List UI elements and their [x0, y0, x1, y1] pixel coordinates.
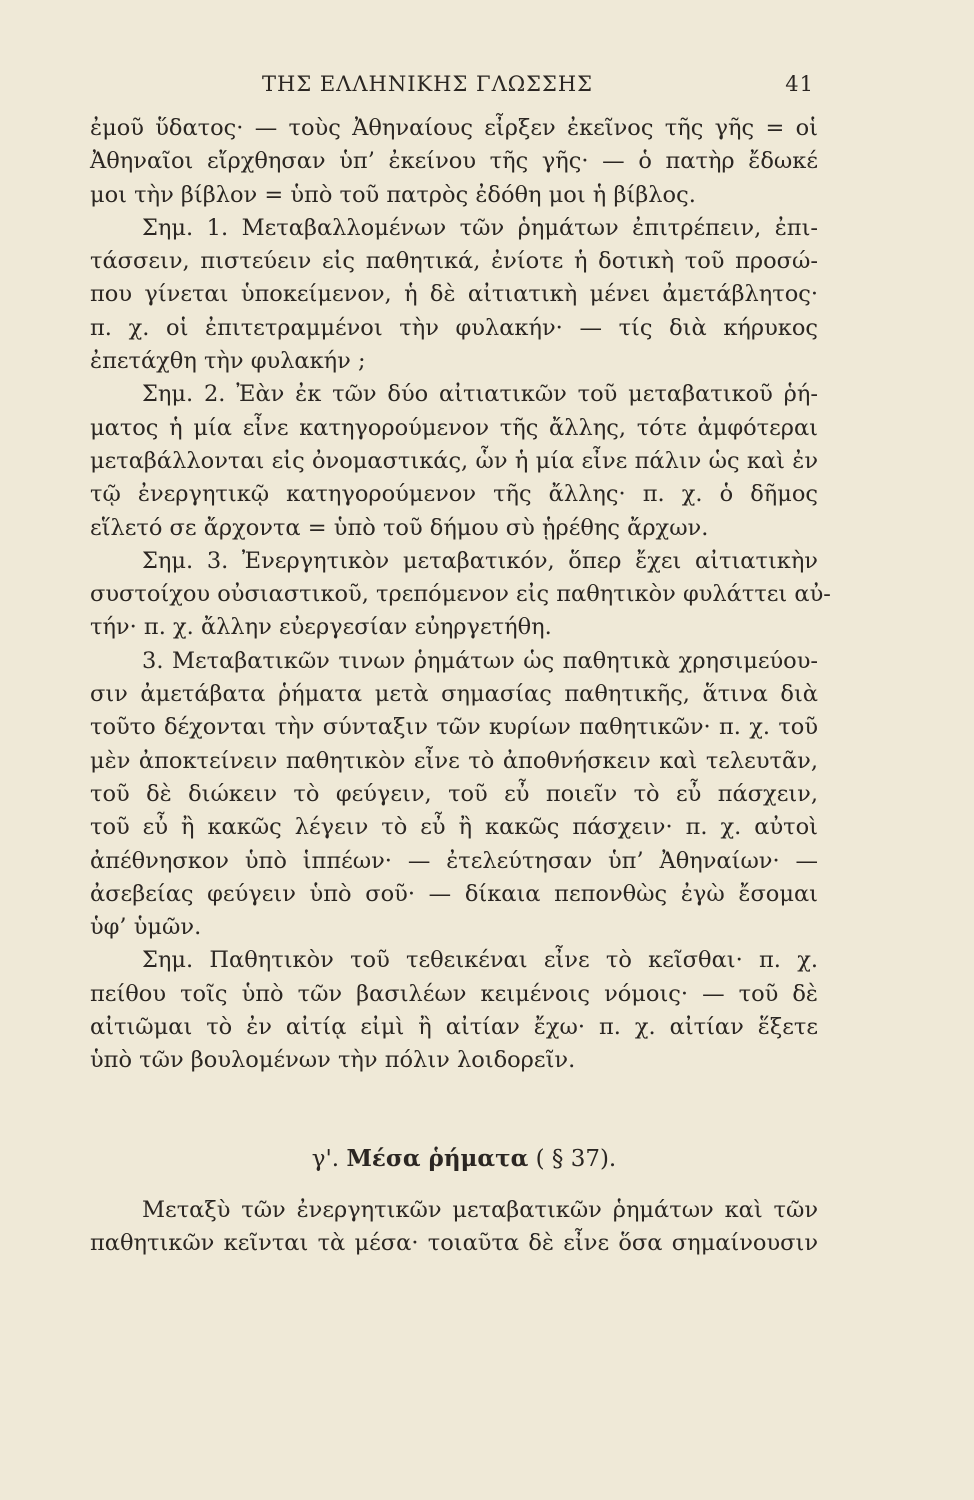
text-line: ἐπετάχθη τὴν φυλακήν ; — [90, 348, 366, 375]
text-line: τοῦ εὖ ἢ κακῶς λέγειν τὸ εὖ ἢ κακῶς πάσχειν· π. χ. αὐτοὶ — [90, 814, 818, 841]
text-line: Σημ. 2. Ἐὰν ἐκ τῶν δύο αἰτιατικῶν τοῦ μεταβατικοῦ ῥή- — [142, 381, 818, 408]
text-line: ὑπὸ τῶν βουλομένων τὴν πόλιν λοιδορεῖν. — [90, 1047, 576, 1074]
text-line: ὑφ’ ὑμῶν. — [90, 914, 202, 941]
text-line: Ἀθηναῖοι εἴρχθησαν ὑπ’ ἐκείνου τῆς γῆς· — ὁ πατὴρ ἔδωκέ — [90, 148, 818, 175]
text-line: τῷ ἐνεργητικῷ κατηγορούμενον τῆς ἄλλης· π. χ. ὁ δῆμος — [90, 481, 818, 508]
section-number: γ'. — [311, 1145, 340, 1172]
text-line: ἀσεβείας φεύγειν ὑπὸ σοῦ· — δίκαια πεπονθὼς ἐγὼ ἔσομαι — [90, 880, 818, 907]
text-line: μοι τὴν βίβλον = ὑπὸ τοῦ πατρὸς ἐδόθη μοι ἡ βίβλος. — [90, 181, 696, 208]
section-reference: ( § 37). — [535, 1145, 617, 1172]
text-line: π. χ. οἱ ἐπιτετραμμένοι τὴν φυλακήν· — τίς διὰ κήρυκος — [90, 314, 818, 341]
text-line: πείθου τοῖς ὑπὸ τῶν βασιλέων κειμένοις νόμοις· — τοῦ δὲ — [90, 980, 818, 1007]
text-line: αἰτιῶμαι τὸ ἐν αἰτίᾳ εἰμὶ ἢ αἰτίαν ἔχω· π. χ. αἰτίαν ἕξετε — [90, 1014, 818, 1041]
section-gap — [90, 1078, 818, 1142]
text-line: ματος ἡ μία εἶνε κατηγορούμενον τῆς ἄλλης, τότε ἀμφότεραι — [90, 414, 818, 441]
text-line: τήν· π. χ. ἄλλην εὐεργεσίαν εὐηργετήθη. — [90, 614, 552, 641]
text-line: τοῦ δὲ διώκειν τὸ φεύγειν, τοῦ εὖ ποιεῖν τὸ εὖ πάσχειν, — [90, 780, 818, 807]
text-line: τάσσειν, πιστεύειν εἰς παθητικά, ἐνίοτε ἡ δοτικὴ τοῦ προσώ- — [90, 248, 818, 275]
section-title: Μέσα ῥήματα — [346, 1144, 529, 1172]
text-line: ἀπέθνησκον ὑπὸ ἱππέων· — ἐτελεύτησαν ὑπ’ Ἀθηναίων· — — [90, 847, 818, 874]
text-line: Σημ. 1. Μεταβαλλομένων τῶν ῥημάτων ἐπιτρέπειν, ἐπι- — [142, 214, 818, 241]
page-number: 41 — [785, 72, 814, 96]
text-line: συστοίχου οὐσιαστικοῦ, τρεπόμενον εἰς παθητικὸν φυλάττει αὐ- — [90, 581, 831, 608]
text-line: Μεταξὺ τῶν ἐνεργητικῶν μεταβατικῶν ῥημάτων καὶ τῶν — [142, 1196, 818, 1223]
running-title: ΤΗΣ ΕΛΛΗΝΙΚΗΣ ΓΛΩΣΣΗΣ — [262, 72, 594, 96]
text-line: Σημ. 3. Ἐνεργητικὸν μεταβατικόν, ὅπερ ἔχει αἰτιατικὴν — [142, 547, 818, 574]
text-line: 3. Μεταβατικῶν τινων ῥημάτων ὡς παθητικὰ χρησιμεύου- — [142, 647, 818, 674]
text-line: εἵλετό σε ἄρχοντα = ὑπὸ τοῦ δήμου σὺ ᾑρέθης ἄρχων. — [90, 514, 709, 541]
text-line: σιν ἀμετάβατα ῥήματα μετὰ σημασίας παθητικῆς, ἅτινα διὰ — [90, 681, 818, 708]
text-line: ἐμοῦ ὕδατος· — τοὺς Ἀθηναίους εἶρξεν ἐκεῖνος τῆς γῆς = οἱ — [90, 115, 818, 141]
text-line: που γίνεται ὑποκείμενον, ἡ δὲ αἰτιατικὴ μένει ἀμετάβλητος· — [90, 281, 818, 308]
section-gap — [90, 1178, 818, 1194]
text-line: μὲν ἀποκτείνειν παθητικὸν εἶνε τὸ ἀποθνήσκειν καὶ τελευτᾶν, — [90, 747, 818, 774]
text-line: παθητικῶν κεῖνται τὰ μέσα· τοιαῦτα δὲ εἶνε ὅσα σημαίνουσιν — [90, 1229, 818, 1256]
text-line: μεταβάλλονται εἰς ὀνομαστικάς, ὧν ἡ μία εἶνε πάλιν ὡς καὶ ἐν — [90, 447, 818, 474]
section-heading — [90, 1142, 818, 1178]
body-text — [90, 112, 831, 1260]
text-line: τοῦτο δέχονται τὴν σύνταξιν τῶν κυρίων παθητικῶν· π. χ. τοῦ — [90, 714, 818, 741]
text-line: Σημ. Παθητικὸν τοῦ τεθεικέναι εἶνε τὸ κεῖσθαι· π. χ. — [142, 947, 818, 974]
